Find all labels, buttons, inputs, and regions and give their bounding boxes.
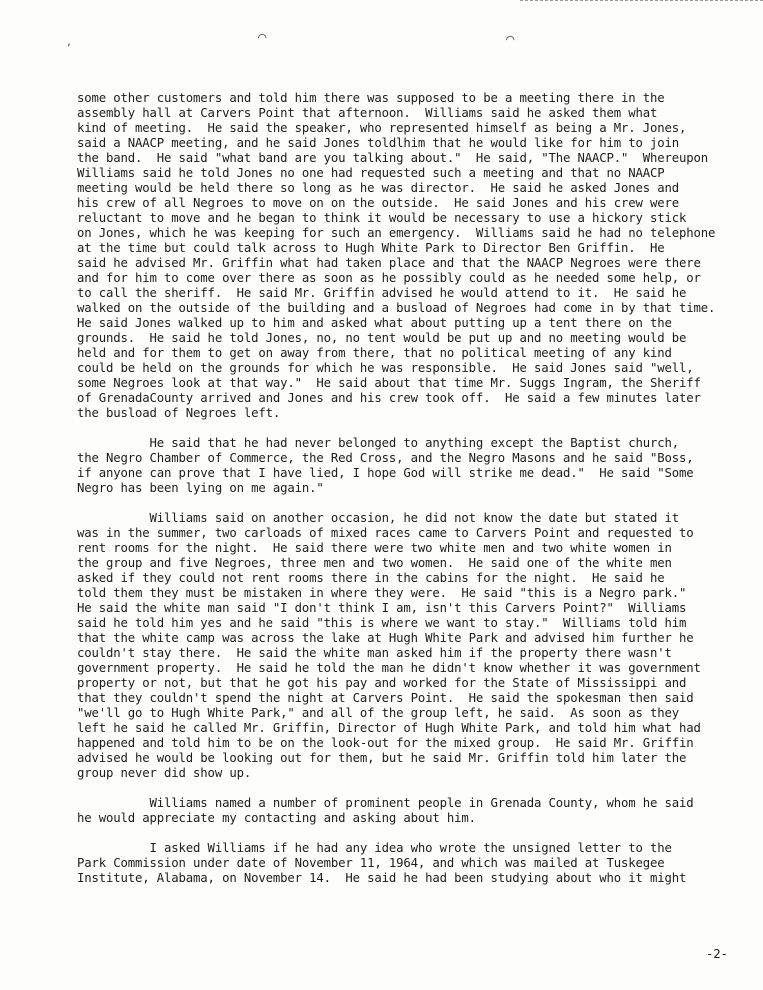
text-line: said he advised Mr. Griffin what had taken place and that the NAACP Negroes were there bbox=[77, 256, 701, 270]
paragraph bbox=[77, 796, 745, 826]
text-line: I asked Williams if he had any idea who wrote the unsigned letter to the bbox=[77, 841, 672, 855]
text-line: walked on the outside of the building and a busload of Negroes had come in by that time. bbox=[77, 301, 716, 315]
text-line: some Negroes look at that way." He said about that time Mr. Suggs Ingram, the Sheriff bbox=[77, 376, 701, 390]
text-line: on Jones, which he was keeping for such an emergency. Williams said he had no telephone bbox=[77, 226, 716, 240]
text-line: left he said he called Mr. Griffin, Director of Hugh White Park, and told him what had bbox=[77, 721, 701, 735]
page-number: -2- bbox=[706, 947, 728, 961]
text-line: He said Jones walked up to him and asked what about putting up a tent there on the bbox=[77, 316, 672, 330]
paragraph bbox=[77, 511, 745, 781]
document-body bbox=[77, 91, 745, 886]
text-line: happened and told him to be on the look-out for the mixed group. He said Mr. Griffin bbox=[77, 736, 694, 750]
text-line: Institute, Alabama, on November 14. He said he had been studying about who it might bbox=[77, 871, 687, 885]
text-line: of GrenadaCounty arrived and Jones and his crew took off. He said a few minutes later bbox=[77, 391, 701, 405]
text-line: the band. He said "what band are you talking about." He said, "The NAACP." Whereupon bbox=[77, 151, 709, 165]
text-line: He said that he had never belonged to anything except the Baptist church, bbox=[77, 436, 680, 450]
paragraph bbox=[77, 91, 745, 421]
top-edge-rule bbox=[520, 0, 763, 1]
text-line: Williams said he told Jones no one had requested such a meeting and that no NAACP bbox=[77, 166, 665, 180]
text-line: said he told him yes and he said "this is where we want to stay." Williams told him bbox=[77, 616, 687, 630]
text-line: that the white camp was across the lake at Hugh White Park and advised him further he bbox=[77, 631, 694, 645]
text-line: his crew of all Negroes to move on on the outside. He said Jones and his crew were bbox=[77, 196, 680, 210]
text-line: Williams named a number of prominent people in Grenada County, whom he said bbox=[77, 796, 694, 810]
text-line: grounds. He said he told Jones, no, no tent would be put up and no meeting would be bbox=[77, 331, 687, 345]
text-line: that they couldn't spend the night at Carvers Point. He said the spokesman then said bbox=[77, 691, 694, 705]
text-line: and for him to come over there as soon as he possibly could as he needed some help, or bbox=[77, 271, 701, 285]
text-line: the Negro Chamber of Commerce, the Red Cross, and the Negro Masons and he said "Boss, bbox=[77, 451, 694, 465]
text-line: "we'll go to Hugh White Park," and all of the group left, he said. As soon as they bbox=[77, 706, 680, 720]
text-line: reluctant to move and he began to think it would be necessary to use a hickory stick bbox=[77, 211, 687, 225]
text-line: rent rooms for the night. He said there were two white men and two white women in bbox=[77, 541, 672, 555]
text-line: government property. He said he told the man he didn't know whether it was government bbox=[77, 661, 701, 675]
stray-mark: , bbox=[66, 37, 73, 48]
text-line: Park Commission under date of November 11, 1964, and which was mailed at Tuskegee bbox=[77, 856, 665, 870]
text-line: he would appreciate my contacting and asking about him. bbox=[77, 811, 476, 825]
text-line: at the time but could talk across to Hugh White Park to Director Ben Griffin. He bbox=[77, 241, 665, 255]
text-line: He said the white man said "I don't think I am, isn't this Carvers Point?" Williams bbox=[77, 601, 687, 615]
text-line: was in the summer, two carloads of mixed races came to Carvers Point and requested to bbox=[77, 526, 694, 540]
text-line: advised he would be looking out for them, but he said Mr. Griffin told him later the bbox=[77, 751, 687, 765]
text-line: could be held on the grounds for which he was responsible. He said Jones said "well, bbox=[77, 361, 694, 375]
text-line: held and for them to get on away from there, that no political meeting of any kind bbox=[77, 346, 672, 360]
punch-hole-mark-left: ⌒ bbox=[258, 29, 267, 45]
text-line: the group and five Negroes, three men and two women. He said one of the white men bbox=[77, 556, 672, 570]
text-line: asked if they could not rent rooms there in the cabins for the night. He said he bbox=[77, 571, 665, 585]
text-line: the busload of Negroes left. bbox=[77, 406, 281, 420]
text-line: to call the sheriff. He said Mr. Griffin advised he would attend to it. He said he bbox=[77, 286, 687, 300]
text-line: some other customers and told him there was supposed to be a meeting there in the bbox=[77, 91, 665, 105]
paragraph bbox=[77, 436, 745, 496]
text-line: said a NAACP meeting, and he said Jones toldlhim that he would like for him to join bbox=[77, 136, 680, 150]
paragraph bbox=[77, 841, 745, 886]
text-line: Negro has been lying on me again." bbox=[77, 481, 324, 495]
text-line: group never did show up. bbox=[77, 766, 252, 780]
text-line: if anyone can prove that I have lied, I hope God will strike me dead." He said "Some bbox=[77, 466, 694, 480]
text-line: property or not, but that he got his pay and worked for the State of Mississippi and bbox=[77, 676, 687, 690]
punch-hole-mark-right: ⌒ bbox=[506, 31, 515, 47]
text-line: told them they must be mistaken in where they were. He said "this is a Negro park." bbox=[77, 586, 687, 600]
text-line: meeting would be held there so long as he was director. He said he asked Jones and bbox=[77, 181, 680, 195]
text-line: couldn't stay there. He said the white man asked him if the property there wasn't bbox=[77, 646, 672, 660]
text-line: Williams said on another occasion, he did not know the date but stated it bbox=[77, 511, 680, 525]
text-line: kind of meeting. He said the speaker, who represented himself as being a Mr. Jones, bbox=[77, 121, 687, 135]
text-line: assembly hall at Carvers Point that afternoon. Williams said he asked them what bbox=[77, 106, 658, 120]
